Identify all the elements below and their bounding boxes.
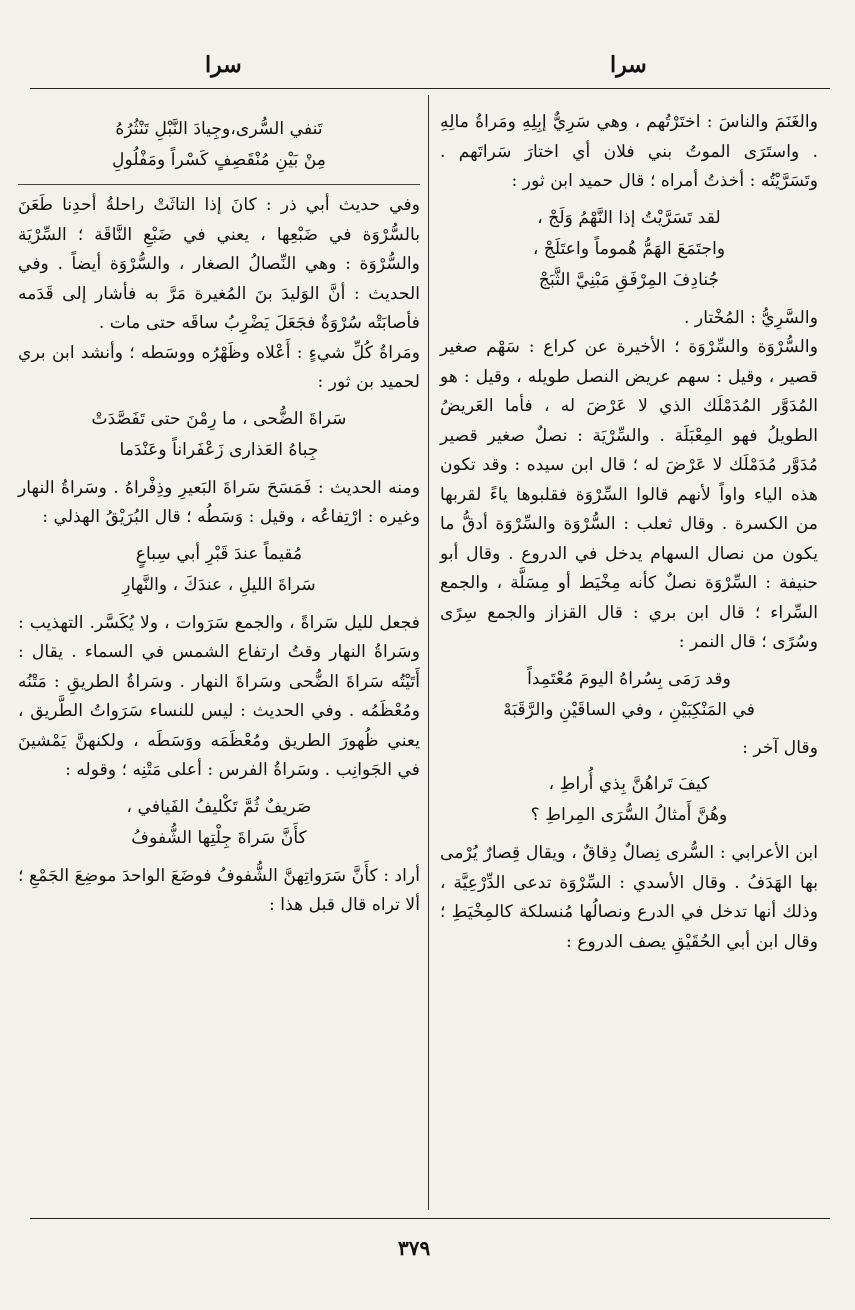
paragraph: وفي حديث أبي ذر : كانَ إذا التاثَتْ راحلةُ أحدِنا طَعَنَ بالسُّرْوَة في ضَبْعِها ، يعني في ضَبْعِ النَّاقَة ؛ السِّرْيَة والسُّرْوَة : وهي النِّصالُ الصغار ، والسُّرْوَة أيضاً . وفي الحديث : أنَّ الوَليدَ بنَ المُغيرة مَرَّ به فأشار إلى قَدَمه فأصابَتْه سُرْوَةٌ فجَعَلَ يَضْرِبُ ساقَه حتى مات . <box>18 195 420 333</box>
verse-line: كأَنَّ سَراةَ جِلْتِها الشُّفوفُ <box>131 827 307 848</box>
verse-block <box>440 664 818 726</box>
paragraph: والغَنَمَ والناسَ : اختَرْتُهم ، وهي سَرِيٌّ إبِلِهِ ومَراةُ مالِهِ . واستَرَى الموتُ بني فلان أي اختارَ سَراتَهم . وتَسَرَّيْتُه : أخذتُ أمراه ؛ قال حميد ابن ثور : <box>440 112 818 191</box>
verse-line: واجتَمَعَ الهَمُّ هُموماً واعتَلَجْ ، <box>532 238 726 259</box>
paragraph: ومنه الحديث : فَمَسَحَ سَراةَ البَعيرِ وذِفْراهُ . وسَراةُ النهار وغيره : ارْتِفاعُه ، وقيل : وَسَطُه ؛ قال البُرَيْقُ الهذلي : <box>18 477 420 527</box>
verse-block <box>18 539 420 601</box>
verse-line: سَراةَ الليلِ ، عندَكَ ، والنَّهارِ <box>122 574 316 595</box>
column-divider <box>428 95 429 1210</box>
separator-line <box>18 184 420 185</box>
verse-line: لقد تَسَرَّيْتُ إذا النَّهْمُ وَلَجْ ، <box>537 207 721 228</box>
bottom-rule <box>30 1218 830 1219</box>
paragraph: ابن الأعرابي : السُّرى نِصالٌ دِقاقٌ ، ويقال قِصارٌ يُرْمى بها الهَدَفُ . وقال الأسدي : السِّرْوَة تدعى الدِّرْعِيَّة ، وذلك أنها تدخل في الدرع ونصالُها مُنسلكة كالمِخْيَطِ ؛ وقال ابن أبي الحُقَيْقِ يصف الدروع : <box>440 843 818 952</box>
verse-block <box>18 792 420 854</box>
verse-line: كيفَ تَراهُنَّ بِذي أُراطِ ، <box>548 774 710 794</box>
verse-line: صَريفٌ ثُمَّ تَكْليفُ الفَيافي ، <box>126 796 312 817</box>
left-column-header: سرا <box>205 52 242 78</box>
verse-block <box>440 203 818 296</box>
verse-block <box>440 769 818 831</box>
verse-line: مِنْ بَيْنِ مُنْقَصِفٍ كَسْراً ومَفْلُولِ <box>111 150 326 170</box>
verse-line: جِباهُ العَذارى زَعْفَراناً وعَنْدَما <box>119 439 319 460</box>
verse-block <box>18 404 420 466</box>
left-column <box>18 108 420 921</box>
page-number: ٣٧٩ <box>398 1236 431 1260</box>
verse-line: في المَنْكِبَيْنِ ، وفي الساقَيْنِ والرَّقَبَهْ <box>503 699 755 720</box>
verse-line: وقد رَمَى بِسُراهُ اليومَ مُعْتَمِداً <box>527 668 731 689</box>
right-column-header: سرا <box>610 52 647 78</box>
paragraph: فجعل لليل سَراةً ، والجمع سَرَوات ، ولا يُكَسَّر. التهذيب : وسَراةُ النهار وقتُ ارتفاع الشمس في السماء . يقال : أَتَيْتُه سَراةَ الضُّحى وسَراةَ النهار . وسَراةُ الطريقِ : مَتْنُه ومُعْظَمُه . وفي الحديث : ليس للنساء سَرَواتُ الطَّريق ، يعني ظُهورَ الطريق ومُعْظَمَه ووَسَطَه ، ولكنهنَّ يَمْشينَ في الجَوانِب . وسَراةُ الفرس : أعلى مَتْنِه ؛ وقوله : <box>18 612 420 780</box>
paragraph: وقال آخر : <box>742 737 818 758</box>
verse-line: وهُنَّ أَمثالُ السُّرَى المِراطِ ؟ <box>530 805 728 825</box>
paragraph: والسَّرِيُّ : المُخْتار . <box>684 307 818 328</box>
top-rule <box>30 88 830 89</box>
verse-line: تَنفي السُّرى،وجِيادَ النَّبْلِ تَنْثُرُهُ <box>115 119 323 139</box>
right-column <box>440 108 818 957</box>
verse-line: سَراةَ الضُّحى ، ما رِمْنَ حتى تَفَصَّدَتْ <box>91 408 347 429</box>
paragraph: ومَراةُ كُلِّ شيءٍ : أَعْلاه وظَهْرُه ووسَطه ؛ وأنشد ابن بري لحميد بن ثور : <box>18 342 420 392</box>
paragraph: أراد : كأَنَّ سَرَواتِهنَّ الشُّفوفُ فوضَعَ الواحدَ موضِعَ الجَمْعِ ؛ ألا تراه قال قبل هذا : <box>18 865 420 915</box>
verse-line: جُنادِفَ المِرْفَقِ مَبْنِيَّ الثَّبَجْ <box>538 269 720 290</box>
verse-line: مُقيماً عندَ قَبْرِ أبي سِباعٍ <box>135 543 303 564</box>
paragraph: والسُّرْوَة والسِّرْوَة ؛ الأخيرة عن كراع : سَهْم صغير قصير ، وقيل : سهم عريض النصل طويله ، وقيل : هو المُدَوَّر المُدَمْلَك الذي لا عَرْضَ له ، فأما العَريضُ الطويلُ فهو المِعْبَلَة . والسِّرْيَة : نصلٌ صغير قصير مُدَوَّر مُدَمْلَك لا عَرْضَ له ؛ قال ابن سيده : وقد تكون هذه الياء واواً لأنهم قالوا السِّرْوَة فقلبوها ياءً لقربها من الكسرة . وقال ثعلب : السُّرْوَة والسِّرْوَة أدقُّ ما يكون من نصال السهام يدخل في الدروع . وقال أبو حنيفة : السِّرْوَة نصلٌ كأنه مِخْيَط أو مِسَلَّة ، والجمع السِّراء ؛ قال ابن بري : قال القزاز والجمع سِرًى وسُرًى ؛ قال النمر : <box>440 337 818 652</box>
verse-block <box>18 114 420 176</box>
